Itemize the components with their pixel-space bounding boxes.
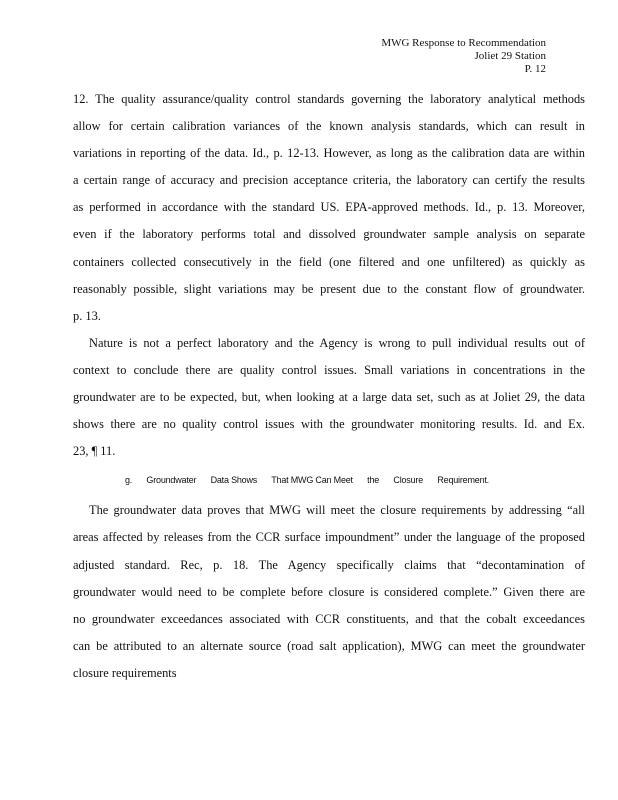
text-line: context to conclude there are quality control issues. Small variations in concentrations in the <box>73 362 585 377</box>
text-line: areas affected by releases from the CCR surface impoundment” under the language of the proposed <box>73 530 585 545</box>
header-document-title: MWG Response to Recommendation <box>381 37 546 49</box>
text-line: allow for certain calibration variances of the known analysis standards, which can result in <box>73 119 585 134</box>
paragraph-12 <box>73 86 585 330</box>
text-line: as performed in accordance with the standard US. EPA-approved methods. Id., p. 13. Moreover, <box>73 200 585 215</box>
page-header <box>381 37 546 76</box>
header-station-name: Joliet 29 Station <box>474 50 546 62</box>
text-line: a certain range of accuracy and precision acceptance criteria, the laboratory can certify the results <box>73 173 585 188</box>
text-line: reasonably possible, slight variations may be present due to the constant flow of groundwater. <box>73 281 585 296</box>
text-line: variations in reporting of the data. Id., p. 12-13. However, as long as the calibration data are within <box>73 146 585 161</box>
heading-word: the <box>367 475 380 486</box>
text-line: The groundwater data proves that MWG will meet the closure requirements by addressing “all <box>89 503 585 518</box>
text-line: containers collected consecutively in the field (one filtered and one unfiltered) as quickly as <box>73 254 585 269</box>
header-page-number: P. 12 <box>524 63 546 75</box>
text-line: can be attributed to an alternate source (road salt application), MWG can meet the groundwater <box>73 638 585 653</box>
heading-word: That MWG Can Meet <box>271 475 353 486</box>
paragraph-groundwater-data <box>73 497 585 687</box>
heading-word: g. <box>125 475 133 486</box>
text-line: groundwater would need to be complete before closure is considered complete.” Given there are <box>73 584 585 599</box>
heading-word: Groundwater <box>146 475 197 486</box>
text-line: groundwater are to be expected, but, when looking at a large data set, such as at Joliet 29, the data <box>73 390 585 405</box>
text-line: adjusted standard. Rec, p. 18. The Agency specifically claims that “decontamination of <box>73 557 585 572</box>
document-body <box>73 86 585 687</box>
heading-word: Requirement. <box>437 475 489 486</box>
heading-word: Closure <box>393 475 424 486</box>
section-heading <box>73 470 585 490</box>
text-line: no groundwater exceedances associated with CCR constituents, and that the cobalt exceedances <box>73 611 585 626</box>
text-line: 23, ¶ 11. <box>73 444 116 459</box>
text-line: shows there are no quality control issues with the groundwater monitoring results. Id. and Ex. <box>73 417 585 432</box>
heading-word: Data Shows <box>210 475 258 486</box>
text-line: p. 13. <box>73 308 101 323</box>
text-line: even if the laboratory performs total and dissolved groundwater sample analysis on separate <box>73 227 585 242</box>
text-line: closure requirements <box>73 665 177 680</box>
text-line: 12. The quality assurance/quality control standards governing the laboratory analytical methods <box>73 92 585 106</box>
paragraph-nature <box>73 330 585 465</box>
text-line: Nature is not a perfect laboratory and the Agency is wrong to pull individual results out of <box>89 335 585 350</box>
